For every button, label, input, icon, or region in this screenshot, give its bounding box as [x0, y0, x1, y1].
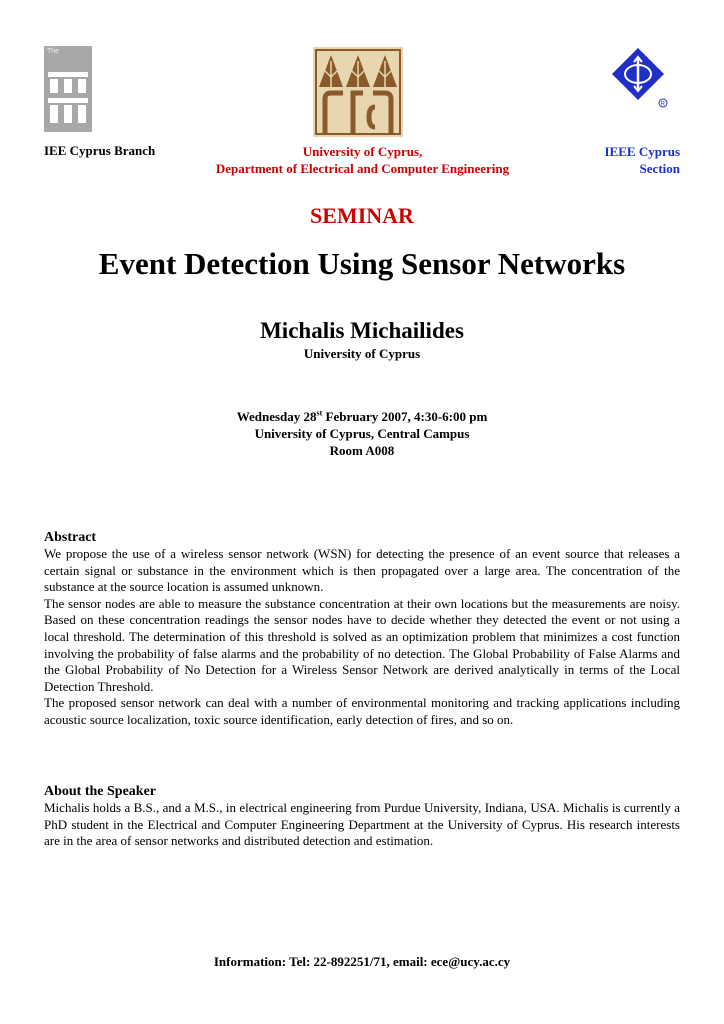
contact-info: Information: Tel: 22-892251/71, email: ece@ucy.ac.cy: [213, 954, 511, 969]
abstract-paragraph: We propose the use of a wireless sensor network (WSN) for detecting the presence of an event source that releases a certain signal or substance in the environment which is then propagated over a large area. The concentration of the substance at the source location is assumed unknown.: [44, 546, 680, 595]
ieee-line1: IEEE Cyprus: [604, 144, 680, 159]
abstract-body: [44, 546, 680, 729]
abstract-paragraph: The sensor nodes are able to measure the substance concentration at their own locations but the measurements are noisy. Based on these concentration readings the sensor nodes have to decide whether they detected the event or not using a local threshold. The determination of this threshold is solved as an optimization problem that minimizes a cost function involving the probability of false alarms and the probability of no detection. The Global Probability of False Alarms and the Global Probability of No Detection for a Wireless Sensor Network are derived analytically in terms of the Local Detection Threshold.: [44, 595, 680, 694]
ieee-logo: [610, 46, 670, 112]
about-speaker-body: Michalis holds a B.S., and a M.S., in electrical engineering from Purdue University, Indiana, USA. Michalis is currently a PhD student in the Electrical and Computer Engineering Department at the University of Cyprus. His research interests are in the area of sensor networks and distributed detection and estimation.: [44, 800, 680, 849]
ieee-cyprus-section-label: [605, 143, 681, 177]
seminar-title: Event Detection Using Sensor Networks: [98, 246, 626, 281]
speaker-affiliation: University of Cyprus: [303, 346, 421, 361]
speaker-name: Michalis Michailides: [260, 318, 464, 343]
about-speaker-heading: About the Speaker: [44, 784, 157, 799]
seminar-label: SEMINAR: [310, 203, 414, 228]
iee-logo: [44, 46, 92, 132]
iee-cyprus-branch-label: IEE Cyprus Branch: [44, 143, 156, 158]
university-name: University of Cyprus,: [302, 144, 423, 159]
university-department-label: [190, 143, 535, 177]
abstract-heading: Abstract: [44, 530, 97, 545]
event-location: University of Cyprus, Central Campus: [254, 426, 470, 441]
event-room: Room A008: [329, 443, 395, 458]
svg-text:R: R: [660, 101, 665, 108]
abstract-paragraph: The proposed sensor network can deal with a number of environmental monitoring and tracking applications including acoustic source localization, toxic source identification, early detection of fires, and so on.: [44, 695, 680, 727]
university-of-cyprus-logo: [313, 47, 403, 137]
iee-logo-text: The: [47, 48, 60, 55]
ieee-line2: Section: [639, 161, 680, 176]
department-name: Department of Electrical and Computer Engineering: [215, 161, 510, 176]
event-details: [0, 408, 724, 459]
event-date: Wednesday 28st February 2007, 4:30-6:00 pm: [236, 408, 488, 424]
